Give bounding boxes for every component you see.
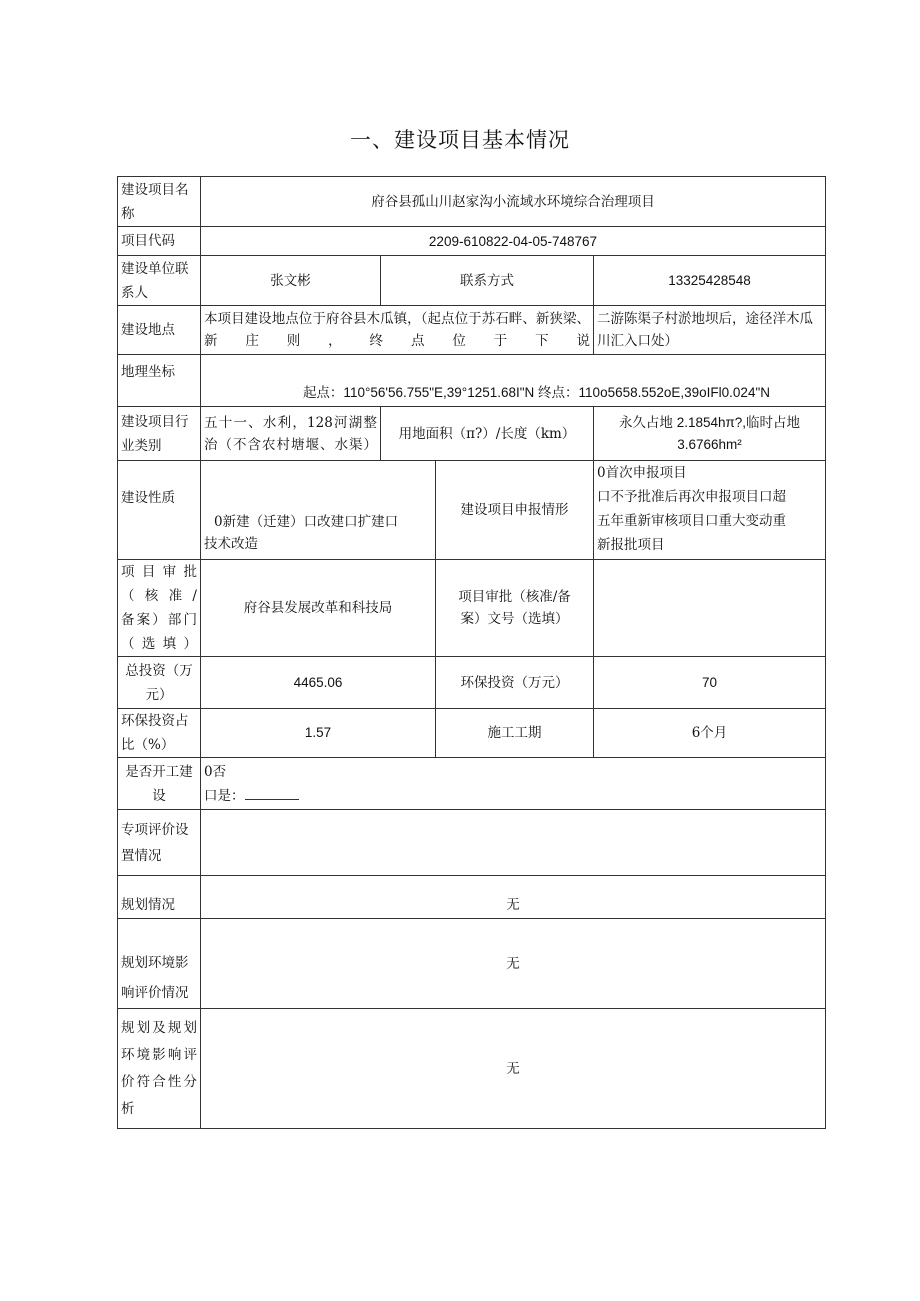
declare-options [594, 461, 826, 560]
compliance-label [118, 1009, 201, 1129]
ratio-label-line-1: 环保投资占 [121, 713, 189, 729]
row-location [118, 306, 826, 355]
area-value-line-2: 3.6766hm² [677, 436, 742, 452]
declare-option-4: 新报批项目 [597, 537, 665, 553]
project-name-value: 府谷县孤山川赵家沟小流域水环境综合治理项目 [201, 177, 826, 227]
compliance-label-line-3: 价符合性分 [121, 1073, 197, 1090]
declare-option-2: 口不予批准后再次申报项目口超 [597, 489, 786, 505]
investment-label-line-2: 元） [145, 686, 173, 703]
area-value-line-1: 永久占地 2.1854hπ?,临时占地 [618, 414, 801, 430]
project-code-label: 项目代码 [118, 227, 201, 256]
nature-value [201, 461, 436, 560]
started-label [118, 758, 201, 810]
row-coordinates [118, 355, 826, 407]
started-options [201, 758, 826, 810]
contact-name: 张文彬 [201, 256, 381, 306]
approval-doc-label-line-2: 案）文号（选填） [460, 611, 569, 627]
contact-phone: 13325428548 [594, 256, 826, 306]
env-investment-label: 环保投资（万元） [436, 657, 594, 709]
compliance-label-line-1: 规划及规划 [121, 1019, 197, 1036]
project-info-table [117, 176, 826, 1129]
planning-eia-label-line-1: 规划环境影 [121, 955, 189, 971]
approval-label [118, 560, 201, 657]
row-industry [118, 407, 826, 461]
approval-doc-value [594, 560, 826, 657]
compliance-label-line-2: 环境影响评 [121, 1046, 197, 1063]
nature-label: 建设性质 [118, 461, 201, 560]
special-label-line-2: 置情况 [121, 847, 162, 864]
declare-label: 建设项目申报情形 [436, 461, 594, 560]
row-nature [118, 461, 826, 560]
row-contact [118, 256, 826, 306]
area-value [594, 407, 826, 461]
industry-value: 五十一、水利，128河湖整治（不含农村塘堰、水渠） [201, 407, 381, 461]
approval-label-line-1: 项目审批 [121, 564, 197, 580]
row-special [118, 810, 826, 876]
started-option-yes-row [204, 784, 822, 808]
location-text-2: 二游陈渠子村淤地坝后，途径洋木瓜川汇入口处） [594, 306, 826, 355]
row-planning-eia [118, 919, 826, 1009]
row-ratio [118, 709, 826, 758]
row-compliance [118, 1009, 826, 1129]
special-label [118, 810, 201, 876]
planning-value: 无 [201, 876, 826, 919]
started-label-line-2: 设 [152, 787, 166, 804]
coords-label: 地理坐标 [118, 355, 201, 407]
planning-eia-label [118, 919, 201, 1009]
row-project-code [118, 227, 826, 256]
row-project-name [118, 177, 826, 227]
industry-label: 建设项目行业类别 [118, 407, 201, 461]
planning-label: 规划情况 [118, 876, 201, 919]
declare-option-3: 五年重新审核项目口重大变动重 [597, 513, 786, 529]
nature-value-line-2: 技术改造 [204, 536, 258, 552]
area-label: 用地面积（π?）/长度（km） [381, 407, 594, 461]
approval-doc-label [436, 560, 594, 657]
compliance-value: 无 [201, 1009, 826, 1129]
special-value [201, 810, 826, 876]
nature-value-line-1: 0新建（迁建）口改建口扩建口 [214, 514, 399, 530]
approval-doc-label-line-1: 项目审批（核准/备 [458, 589, 571, 605]
started-label-line-1: 是否开工建 [125, 763, 193, 780]
env-investment-value: 70 [594, 657, 826, 709]
location-text-1: 本项目建设地点位于府谷县木瓜镇，（起点位于苏石畔、新狭梁、新庄则，终点位于下说 [201, 306, 594, 355]
period-value: 6个月 [594, 709, 826, 758]
project-name-label: 建设项目名称 [118, 177, 201, 227]
row-approval [118, 560, 826, 657]
approval-label-line-2: （核准/ [121, 588, 197, 604]
period-label: 施工工期 [436, 709, 594, 758]
row-started [118, 758, 826, 810]
declare-option-1: 0首次申报项目 [597, 465, 687, 481]
project-code-value: 2209-610822-04-05-748767 [201, 227, 826, 256]
approval-label-line-4: （选填） [121, 636, 197, 652]
approval-label-line-3: 备案）部门 [121, 612, 197, 628]
investment-total: 4465.06 [201, 657, 436, 709]
ratio-label [118, 709, 201, 758]
started-option-no: 0否 [204, 763, 227, 780]
investment-label [118, 657, 201, 709]
contact-label: 建设单位联系人 [118, 256, 201, 306]
ratio-label-line-2: 比（%） [121, 737, 175, 753]
coords-value: 起点：110°56'56.755"E,39°1251.68I"N 终点：110o5658.552oE,39oIFl0.024"N [201, 355, 826, 407]
planning-eia-value: 无 [201, 919, 826, 1009]
location-label: 建设地点 [118, 306, 201, 355]
compliance-label-line-4: 析 [121, 1100, 135, 1117]
started-date-blank [245, 785, 299, 800]
ratio-value: 1.57 [201, 709, 436, 758]
contact-phone-label: 联系方式 [381, 256, 594, 306]
approval-dept: 府谷县发展改革和科技局 [201, 560, 436, 657]
row-planning [118, 876, 826, 919]
planning-eia-label-line-2: 响评价情况 [121, 985, 189, 1001]
started-option-yes: 口是： [204, 787, 245, 804]
special-label-line-1: 专项评价设 [121, 821, 189, 838]
investment-label-line-1: 总投资（万 [125, 662, 193, 679]
row-investment [118, 657, 826, 709]
page-title: 一、建设项目基本情况 [350, 128, 570, 152]
